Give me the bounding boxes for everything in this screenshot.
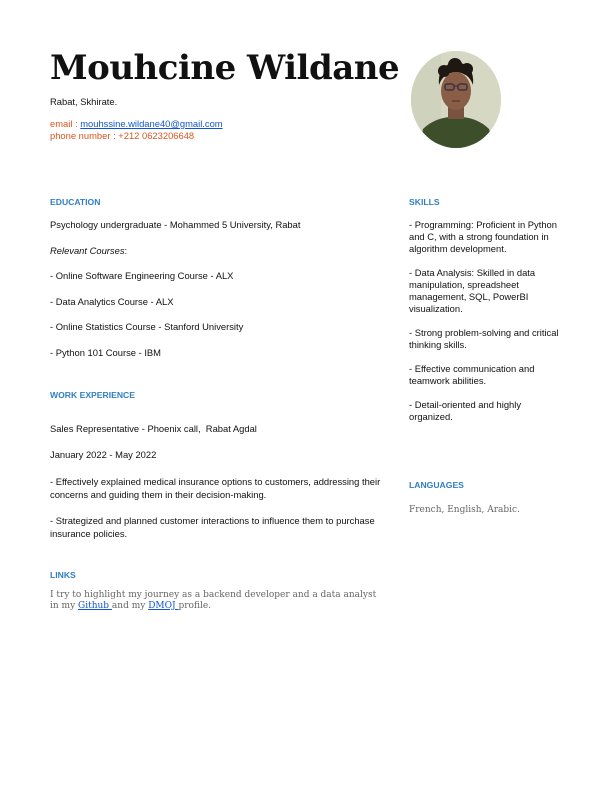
- location: Rabat, Skhirate.: [50, 96, 118, 107]
- course-item: - Online Software Engineering Course - ALX: [50, 270, 234, 281]
- profile-photo: [411, 51, 501, 148]
- skill-item: - Programming: Proficient in Python and C, with a strong foundation in algorithm development.: [409, 219, 557, 254]
- skill-item: - Strong problem-solving and critical thinking skills.: [409, 327, 559, 350]
- relevant-courses-colon: :: [124, 245, 128, 256]
- languages-list: French, English, Arabic.: [409, 505, 520, 515]
- course-item: - Online Statistics Course - Stanford University: [50, 321, 244, 332]
- relevant-courses-label: [50, 245, 127, 257]
- languages-heading: LANGUAGES: [409, 480, 464, 490]
- work-bullet: - Effectively explained medical insurance options to customers, addressing their concerns and guiding them in their decision-making.: [50, 476, 381, 500]
- links-heading: LINKS: [50, 570, 76, 580]
- education-degree: Psychology undergraduate - Mohammed 5 University, Rabat: [50, 219, 301, 230]
- skill-item: - Effective communication and teamwork abilities.: [409, 363, 535, 386]
- email-link[interactable]: mouhssine.wildane40@gmail.com: [80, 118, 223, 129]
- dmoj-link[interactable]: DMOJ: [148, 601, 179, 611]
- phone-line: [50, 130, 194, 142]
- email-label: email :: [50, 118, 81, 129]
- links-text-before: I try to highlight my journey as a backend developer and a data analyst in my: [50, 590, 377, 611]
- phone-number: +212 0623206648: [118, 130, 195, 141]
- candidate-name: Mouhcine Wildane: [50, 48, 400, 88]
- education-heading: EDUCATION: [50, 197, 101, 207]
- work-bullet: - Strategized and planned customer interactions to influence them to purchase insurance policies.: [50, 515, 375, 539]
- skill-item: - Detail-oriented and highly organized.: [409, 399, 522, 422]
- course-item: - Data Analytics Course - ALX: [50, 296, 174, 307]
- github-link[interactable]: Github: [78, 601, 112, 611]
- work-experience-heading: WORK EXPERIENCE: [50, 390, 135, 400]
- skills-heading: SKILLS: [409, 197, 440, 207]
- work-position: Sales Representative - Phoenix call, Rabat Agdal: [50, 423, 257, 434]
- relevant-courses-text: Relevant Courses: [50, 245, 125, 256]
- links-text-after: profile.: [178, 601, 212, 611]
- email-line: [50, 118, 223, 130]
- skill-item: - Data Analysis: Skilled in data manipulation, spreadsheet management, SQL, PowerBI visualization.: [409, 267, 536, 314]
- links-paragraph: [50, 590, 380, 612]
- profile-photo-illustration: [411, 51, 501, 148]
- phone-label: phone number :: [50, 130, 119, 141]
- links-text-middle: and my: [111, 601, 149, 611]
- course-item: - Python 101 Course - IBM: [50, 347, 161, 358]
- work-dates: January 2022 - May 2022: [50, 449, 157, 460]
